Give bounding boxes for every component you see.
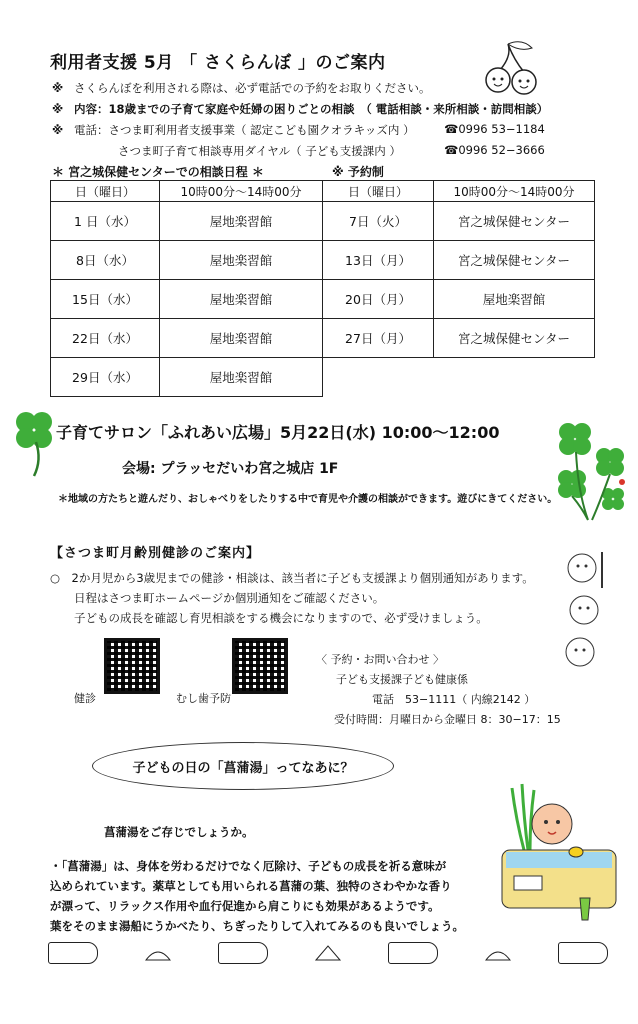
- reservation-heading: ※ 予約制: [332, 165, 384, 179]
- decorative-border: [48, 938, 608, 968]
- schedule-day: 22日（水）: [51, 319, 160, 358]
- qr-code-dental[interactable]: [232, 638, 288, 694]
- schedule-day: 29日（水）: [51, 358, 160, 397]
- col-day-header: 日（曜日）: [51, 181, 160, 202]
- schedule-place: 屋地楽習館: [160, 319, 323, 358]
- table-row: [51, 202, 595, 241]
- note-reservation: ※ さくらんぼを利用される際は、必ず電話での予約をお取りください。: [52, 81, 431, 95]
- table-row: [51, 280, 595, 319]
- qr-label-checkup: 健診: [74, 692, 96, 705]
- contact-heading: 〈 予約・お問い合わせ 〉: [316, 653, 444, 666]
- qr-label-dental: むし歯予防: [176, 692, 231, 705]
- phone-number-a: ☎0996 53−1184: [444, 122, 545, 136]
- shobu-question: 菖蒲湯をご存じでしょうか。: [104, 825, 254, 839]
- empty-cell: [323, 358, 434, 397]
- schedule-day: 1 日（水）: [51, 202, 160, 241]
- cloud-title: 子どもの日の「菖蒲湯」ってなあに？: [92, 742, 394, 790]
- contact-hours: 受付時間：月曜日から金曜日 8：30−17：15: [334, 713, 561, 726]
- schedule-day: 13日（月）: [323, 241, 434, 280]
- schedule-place: 宮之城保健センター: [434, 319, 595, 358]
- salon-venue: 会場: プラッセだいわ宮之城店 1F: [122, 461, 339, 477]
- col-time-header: 10時00分〜14時00分: [434, 181, 595, 202]
- checkup-title: 【さつま町月齢別健診のご案内】: [50, 546, 261, 561]
- bath-child-icon: [494, 780, 624, 930]
- note-phone-b: さつま町子育て相談専用ダイヤル（ 子ども支援課内 ）: [118, 144, 401, 158]
- salon-title: 子育てサロン「ふれあい広場」5月22日(水) 10:00〜12:00: [56, 423, 500, 442]
- schedule-place: 屋地楽習館: [160, 241, 323, 280]
- kabuto-icon: [484, 944, 512, 962]
- koi-streamer-icon: [558, 942, 608, 964]
- page-title: 利用者支援 5月 「 さくらんぼ 」のご案内: [50, 53, 386, 73]
- koi-streamer-icon: [218, 942, 268, 964]
- schedule-place: 屋地楽習館: [160, 202, 323, 241]
- baby-doodle-icon: [556, 548, 618, 670]
- kabuto-icon: [314, 944, 342, 962]
- qr-code-checkup[interactable]: [104, 638, 160, 694]
- schedule-place: 宮之城保健センター: [434, 202, 595, 241]
- note-phone-a: ※ 電話：さつま町利用者支援事業（ 認定こども園クオラキッズ内 ）: [52, 123, 415, 137]
- col-time-header: 10時00分〜14時00分: [160, 181, 323, 202]
- note-content: ※ 内容：18歳までの子育て家庭や妊婦の困りごとの相談 （ 電話相談・来所相談・訪問相談）: [52, 102, 549, 116]
- shobu-body-3: が漂って、リラックス作用や血行促進から肩こりにも効果があるようです。: [50, 899, 440, 913]
- cherry-icon: [478, 40, 548, 98]
- schedule-day: 20日（月）: [323, 280, 434, 319]
- kabuto-icon: [144, 944, 172, 962]
- table-row: [51, 241, 595, 280]
- checkup-line-2: 日程はさつま町ホームページか個別通知をご確認ください。: [74, 591, 385, 605]
- table-row: [51, 319, 595, 358]
- note-mark: ※: [52, 123, 64, 137]
- schedule-place: 宮之城保健センター: [434, 241, 595, 280]
- shobu-body-4: 葉をそのまま湯船にうかべたり、ちぎったりして入れてみるのも良いでしょう。: [50, 919, 464, 933]
- koi-streamer-icon: [48, 942, 98, 964]
- shobu-body-2: 込められています。薬草としても用いられる菖蒲の葉、独特のさわやかな香り: [50, 879, 452, 893]
- shobu-body-1: ・「菖蒲湯」は、身体を労わるだけでなく厄除け、子どもの成長を祈る意味が: [50, 859, 447, 873]
- checkup-line-1: ○ 2か月児から3歳児までの健診・相談は、該当者に子ども支援課より個別通知があります。: [50, 571, 534, 585]
- clover-cluster-icon: [548, 412, 632, 522]
- schedule-day: 7日（火）: [323, 202, 434, 241]
- schedule-day: 15日（水）: [51, 280, 160, 319]
- schedule-place: 屋地楽習館: [160, 358, 323, 397]
- schedule-place: 屋地楽習館: [160, 280, 323, 319]
- schedule-day: 8日（水）: [51, 241, 160, 280]
- note-mark: ※: [52, 102, 64, 116]
- checkup-line-3: 子どもの成長を確認し育児相談をする機会になりますので、必ず受けましょう。: [74, 611, 488, 625]
- schedule-day: 27日（月）: [323, 319, 434, 358]
- phone-number-b: ☎0996 52−3666: [444, 143, 545, 157]
- salon-note: ＊地域の方たちと遊んだり、おしゃべりをしたりする中で育児や介護の相談ができます。遊びにきてください。: [58, 494, 558, 505]
- schedule-place: 屋地楽習館: [434, 280, 595, 319]
- empty-cell: [434, 358, 595, 397]
- clover-icon: [12, 408, 56, 478]
- note-mark: ※: [52, 81, 64, 95]
- schedule-table: [50, 180, 595, 397]
- col-day-header: 日（曜日）: [323, 181, 434, 202]
- schedule-heading: ＊ 宮之城保健センターでの相談日程 ＊: [52, 165, 264, 179]
- koi-streamer-icon: [388, 942, 438, 964]
- table-row: [51, 358, 595, 397]
- contact-dept: 子ども支援課子ども健康係: [336, 673, 468, 686]
- contact-tel: 電話 53−1111（ 内線2142 ）: [372, 693, 536, 706]
